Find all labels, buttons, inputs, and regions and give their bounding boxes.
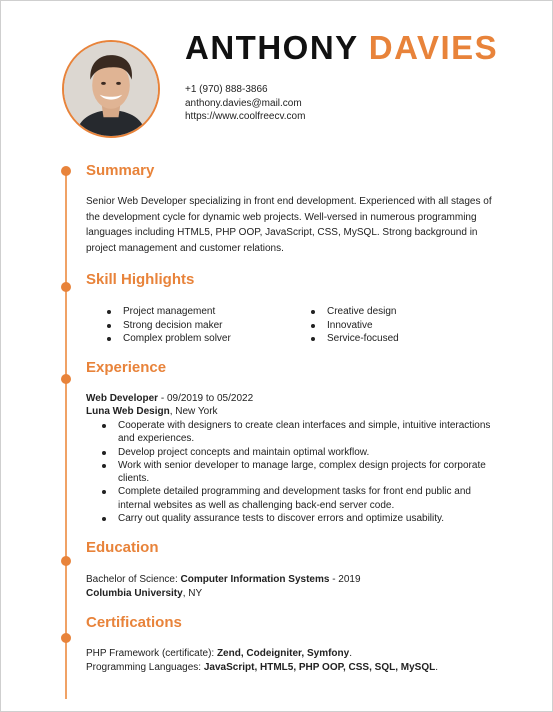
languages-line: Programming Languages: JavaScript, HTML5, PHP OOP, CSS, SQL, MySQL. xyxy=(86,661,439,673)
last-name: DAVIES xyxy=(368,29,499,66)
company-line xyxy=(86,405,218,418)
experience-bullet: Develop project concepts and maintain optimal workflow. xyxy=(102,446,502,459)
certifications-dot xyxy=(61,633,71,643)
website-text: https://www.coolfreecv.com xyxy=(185,111,306,122)
timeline-line xyxy=(65,171,67,699)
candidate-name xyxy=(185,29,498,67)
experience-bullet: Complete detailed programming and development tasks for front end public and internal websites as well as challenging back-end server code. xyxy=(102,485,502,512)
education-details xyxy=(86,573,361,600)
job-title-line xyxy=(86,392,253,405)
summary-heading: Summary xyxy=(86,162,155,179)
skills-dot xyxy=(61,282,71,292)
education-heading: Education xyxy=(86,539,159,556)
company-name: Luna Web Design xyxy=(86,406,170,417)
school-line xyxy=(86,587,361,601)
languages-list: JavaScript, HTML5, PHP OOP, CSS, SQL, MySQL xyxy=(203,661,436,673)
certifications-details xyxy=(86,647,438,674)
experience-bullet: Carry out quality assurance tests to discover errors and optimize usability. xyxy=(102,512,502,525)
skill-item: Project management xyxy=(107,305,231,319)
school-name: Columbia University xyxy=(86,587,183,599)
skill-item: Complex problem solver xyxy=(107,332,231,346)
email-text: anthony.davies@mail.com xyxy=(185,97,302,109)
degree-line: Bachelor of Science: Computer Information Systems - 2019 xyxy=(86,574,361,585)
phone-text: +1 (970) 888-3866 xyxy=(185,84,268,95)
profile-photo-illustration xyxy=(64,42,158,136)
skill-item: Strong decision maker xyxy=(107,319,231,333)
experience-dot xyxy=(61,374,71,384)
php-cert-line: PHP Framework (certificate): Zend, Codeigniter, Symfony. xyxy=(86,648,352,659)
summary-dot xyxy=(61,166,71,176)
profile-photo xyxy=(62,40,160,138)
company-location: , New York xyxy=(169,406,218,417)
contact-info xyxy=(185,83,305,124)
degree-year: - 2019 xyxy=(329,574,361,585)
summary-text: Senior Web Developer specializing in front end development. Experienced with all stages of the development cycle for dynamic web projects. Well-versed in numerous programming languages including HTML5, PHP OOP, JavaScript, CSS, MySQL. Strong background in project management and customer relations. xyxy=(86,196,492,254)
job-dates: - 09/2019 to 05/2022 xyxy=(158,393,254,404)
experience-heading: Experience xyxy=(86,359,167,376)
degree-field: Computer Information Systems xyxy=(180,574,330,585)
skills-list-left xyxy=(107,305,231,346)
skills-list-right xyxy=(311,305,399,346)
experience-bullets xyxy=(102,419,502,525)
first-name: ANTHONY xyxy=(185,29,359,66)
php-frameworks: Zend, Codeigniter, Symfony xyxy=(216,648,350,659)
school-location: , NY xyxy=(182,587,203,599)
certifications-heading: Certifications xyxy=(86,614,182,631)
job-role: Web Developer xyxy=(86,393,159,404)
experience-bullet: Cooperate with designers to create clean interfaces and simple, intuitive interactions and experiences. xyxy=(102,419,502,446)
skill-item: Innovative xyxy=(311,319,399,333)
education-dot xyxy=(61,556,71,566)
experience-bullet: Work with senior developer to manage large, complex design projects for corporate clients. xyxy=(102,459,502,486)
skills-heading: Skill Highlights xyxy=(86,271,195,288)
skill-item: Creative design xyxy=(311,305,399,319)
skill-item: Service-focused xyxy=(311,332,399,346)
